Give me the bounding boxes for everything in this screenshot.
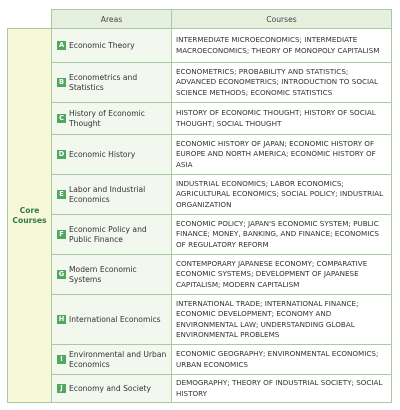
- courses-text: INTERMEDIATE MICROECONOMICS; INTERMEDIATE MACROECONOMICS; THEORY OF MONOPOLY CAPITALISM: [176, 35, 380, 55]
- area-cell: [52, 375, 172, 403]
- area-letter-badge: C: [57, 114, 66, 123]
- courses-text: HISTORY OF ECONOMIC THOUGHT; HISTORY OF SOCIAL THOUGHT; SOCIAL THOUGHT: [176, 108, 376, 128]
- table-row: [8, 295, 392, 345]
- table-row: [8, 29, 392, 63]
- area-cell: [52, 135, 172, 175]
- area-name: Economic Theory: [69, 40, 135, 50]
- area-letter-badge: B: [58, 78, 65, 86]
- courses-cell: [172, 345, 392, 375]
- courses-text: ECONOMETRICS; PROBABILITY AND STATISTICS; ADVANCED ECONOMETRICS; INTRODUCTION TO SOCIAL SCIENCE METHODS; ECONOMIC STATISTICS: [176, 67, 379, 97]
- area-cell: [52, 345, 172, 375]
- table-row: [8, 215, 392, 255]
- area-name: Economic History: [69, 149, 136, 159]
- area-cell: [52, 255, 172, 295]
- courses-cell: [172, 103, 392, 135]
- area-cell: [52, 63, 172, 103]
- areas-header: Areas: [52, 10, 172, 29]
- header-row: [8, 10, 392, 29]
- courses-cell: [172, 375, 392, 403]
- courses-cell: [172, 295, 392, 345]
- area-cell: [52, 103, 172, 135]
- table-row: [8, 345, 392, 375]
- area-letter-badge: J: [57, 384, 66, 393]
- area-cell: [52, 215, 172, 255]
- area-letter-badge: E: [57, 190, 66, 199]
- area-letter-badge: F: [57, 230, 66, 239]
- area-cell: [52, 295, 172, 345]
- table-row: [8, 255, 392, 295]
- area-letter-badge: G: [58, 270, 65, 278]
- core-label-line-1: Core: [19, 205, 40, 215]
- courses-text: ECONOMIC GEOGRAPHY; ENVIRONMENTAL ECONOMICS; URBAN ECONOMICS: [176, 349, 379, 369]
- area-name: Economy and Society: [69, 383, 151, 393]
- core-courses-label: [8, 29, 52, 403]
- courses-cell: [172, 63, 392, 103]
- courses-header: Courses: [172, 10, 392, 29]
- table-row: [8, 135, 392, 175]
- table-row: [8, 375, 392, 403]
- table-row: [8, 175, 392, 215]
- area-name: Labor and Industrial Economics: [69, 184, 146, 204]
- header-blank-cell: [8, 10, 52, 29]
- courses-text: ECONOMIC HISTORY OF JAPAN; ECONOMIC HISTORY OF EUROPE AND NORTH AMERICA; ECONOMIC HISTORY OF ASIA: [176, 139, 376, 169]
- area-name: Economic Policy and Public Finance: [69, 224, 147, 244]
- area-name: History of Economic Thought: [69, 108, 145, 128]
- area-name: Econometrics and Statistics: [69, 72, 138, 92]
- courses-text: CONTEMPORARY JAPANESE ECONOMY; COMPARATIVE ECONOMIC SYSTEMS; DEVELOPMENT OF JAPANESE CAPITALISM; MODERN CAPITALISM: [176, 259, 368, 289]
- curriculum-table-wrapper: [7, 9, 391, 403]
- courses-text: ECONOMIC POLICY; JAPAN'S ECONOMIC SYSTEM; PUBLIC FINANCE; MONEY, BANKING, AND FINANCE; ECONOMICS OF REGULATORY REFORM: [176, 219, 379, 249]
- area-letter-badge: D: [58, 149, 65, 158]
- courses-text: DEMOGRAPHY; THEORY OF INDUSTRIAL SOCIETY; SOCIAL HISTORY: [176, 378, 383, 398]
- table-row: [8, 63, 392, 103]
- courses-text: INDUSTRIAL ECONOMICS; LABOR ECONOMICS; AGRICULTURAL ECONOMICS; SOCIAL POLICY; INDUSTRIAL ORGANIZATION: [176, 179, 384, 209]
- area-name: International Economics: [69, 314, 161, 324]
- courses-cell: [172, 255, 392, 295]
- curriculum-table: [7, 9, 392, 403]
- area-name: Environmental and Urban Economics: [69, 349, 167, 369]
- courses-cell: [172, 29, 392, 63]
- area-name: Modern Economic Systems: [69, 264, 137, 284]
- area-letter-badge: I: [57, 355, 66, 364]
- courses-cell: [172, 175, 392, 215]
- courses-text: INTERNATIONAL TRADE; INTERNATIONAL FINANCE; ECONOMIC DEVELOPMENT; ECONOMY AND ENVIRONMENTAL LAW; UNDERSTANDING GLOBAL ENVIRONMENTAL PROBLEMS: [176, 299, 359, 339]
- courses-cell: [172, 135, 392, 175]
- table-row: [8, 103, 392, 135]
- area-cell: [52, 29, 172, 63]
- area-cell: [52, 175, 172, 215]
- area-letter-badge: H: [58, 314, 65, 323]
- courses-cell: [172, 215, 392, 255]
- core-label-line-2: Courses: [12, 215, 47, 225]
- area-letter-badge: A: [58, 40, 65, 49]
